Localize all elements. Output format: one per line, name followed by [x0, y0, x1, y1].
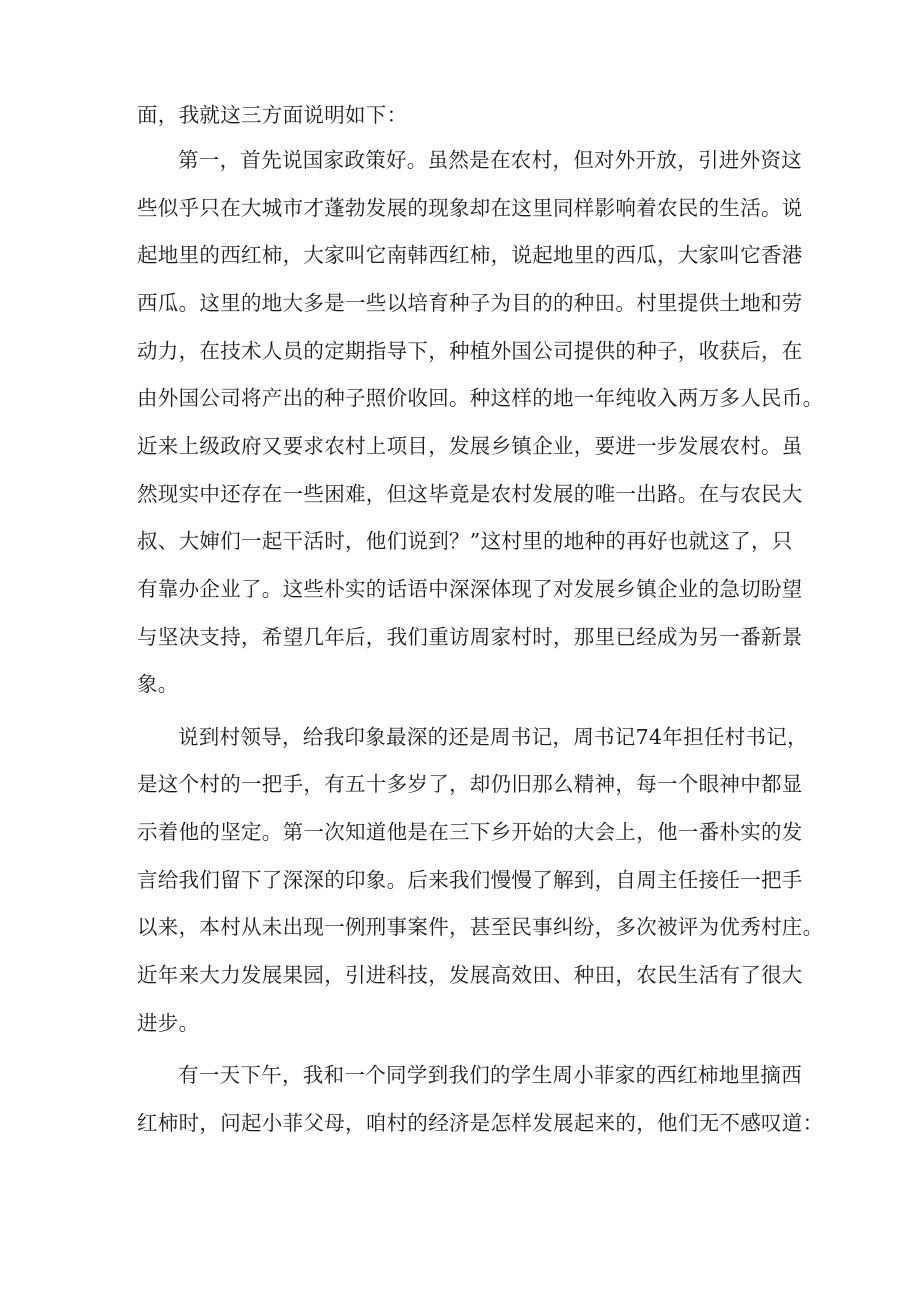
text-line: 与坚决支持，希望几年后，我们重访周家村时，那里已经成为另一番新景 — [137, 625, 803, 649]
text-line: 近年来大力发展果园，引进科技，发展高效田、种田，农民生活有了很大 — [137, 963, 803, 987]
text-line: 起地里的西红柿，大家叫它南韩西红柿，说起地里的西瓜，大家叫它香港 — [137, 243, 803, 267]
text-line: 些似乎只在大城市才蓬勃发展的现象却在这里同样影响着农民的生活。说 — [137, 196, 803, 220]
paragraph-first-line: 有一天下午，我和一个同学到我们的学生周小菲家的西红柿地里摘西 — [178, 1063, 802, 1087]
paragraph-first-line: 说到村领导，给我印象最深的还是周书记，周书记74年担任村书记， — [178, 725, 808, 749]
text-line: 是这个村的一把手，有五十多岁了，却仍旧那么精神，每一个眼神中都显 — [137, 772, 803, 796]
text-line: 动力，在技术人员的定期指导下，种植外国公司提供的种子，收获后，在 — [137, 339, 803, 363]
text-line: 面，我就这三方面说明如下： — [137, 103, 408, 127]
text-line: 由外国公司将产出的种子照价收回。种这样的地一年纯收入两万多人民币。 — [137, 386, 824, 410]
text-line: 言给我们留下了深深的印象。后来我们慢慢了解到，自周主任接任一把手 — [137, 868, 803, 892]
text-line: 红柿时，问起小菲父母，咱村的经济是怎样发展起来的，他们无不感叹道： — [137, 1111, 824, 1135]
text-line: 进步。 — [137, 1011, 200, 1035]
text-line: 西瓜。这里的地大多是一些以培育种子为目的的种田。村里提供土地和劳 — [137, 291, 803, 315]
text-line: 示着他的坚定。第一次知道他是在三下乡开始的大会上，他一番朴实的发 — [137, 820, 803, 844]
paragraph-first-line: 第一，首先说国家政策好。虽然是在农村，但对外开放，引进外资这 — [178, 148, 802, 172]
text-line: 有靠办企业了。这些朴实的话语中深深体现了对发展乡镇企业的急切盼望 — [137, 577, 803, 601]
text-line: 然现实中还存在一些困难，但这毕竟是农村发展的唯一出路。在与农民大 — [137, 482, 803, 506]
text-line: 以来，本村从未出现一例刑事案件，甚至民事纠纷，多次被评为优秀村庄。 — [137, 915, 824, 939]
text-line: 象。 — [137, 672, 179, 696]
text-line: 近来上级政府又要求农村上项目，发展乡镇企业，要进一步发展农村。虽 — [137, 434, 803, 458]
text-line: 叔、大婶们一起干活时，他们说到？”这村里的地种的再好也就这了，只 — [137, 529, 793, 553]
